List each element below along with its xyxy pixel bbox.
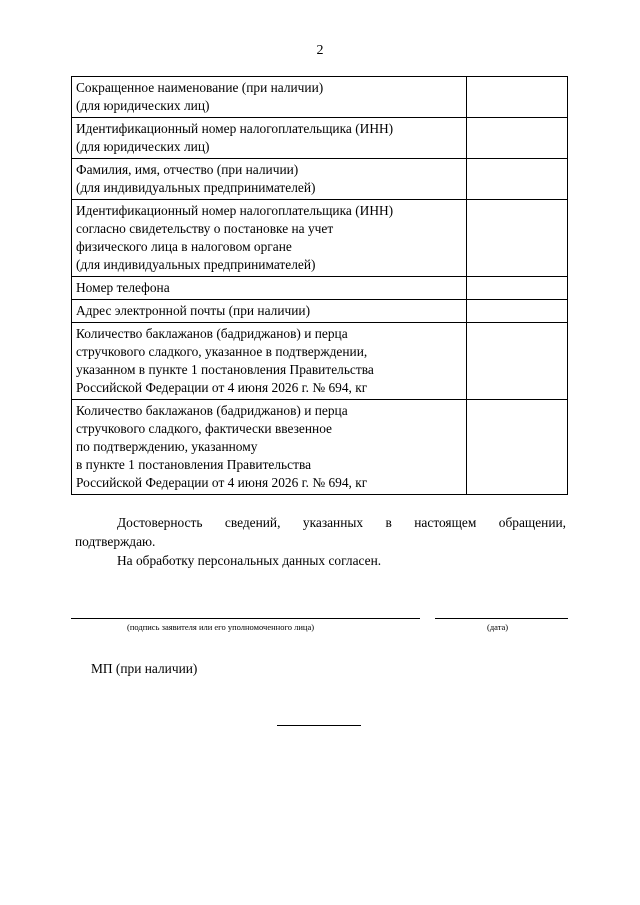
table-row: [72, 200, 568, 277]
row-value-cell: [467, 159, 568, 200]
row-label-line: Сокращенное наименование (при наличии): [76, 80, 324, 95]
row-label-line: по подтверждению, указанному: [76, 439, 258, 454]
applicant-info-table: [71, 76, 568, 495]
row-value-cell: [467, 118, 568, 159]
end-separator-line: [277, 725, 361, 726]
signature-line: [71, 618, 420, 619]
page-number: 2: [316, 43, 324, 58]
statement-block: [75, 513, 566, 570]
row-label: [72, 118, 467, 159]
veracity-statement: Достоверность сведений, указанных в настоящем обращении,: [117, 515, 566, 530]
table-row: [72, 300, 568, 323]
table-row: [72, 159, 568, 200]
stamp-label: МП (при наличии): [91, 661, 198, 676]
row-label-line: стручкового сладкого, фактически ввезенное: [76, 421, 332, 436]
row-label: [72, 400, 467, 495]
row-label-line: согласно свидетельству о постановке на учет: [76, 221, 334, 236]
row-label-line: Российской Федерации от 4 июня 2026 г. № 694, кг: [76, 475, 368, 490]
row-label: [72, 159, 467, 200]
row-label: [72, 323, 467, 400]
row-label: [72, 200, 467, 277]
row-label-line: (для индивидуальных предпринимателей): [76, 180, 316, 195]
date-caption: (дата): [487, 622, 509, 632]
row-label: [72, 300, 467, 323]
row-value-cell: [467, 400, 568, 495]
consent-statement: На обработку персональных данных согласен.: [117, 553, 382, 568]
table-row: [72, 277, 568, 300]
row-value-cell: [467, 277, 568, 300]
signature-caption: (подпись заявителя или его уполномоченного лица): [127, 622, 315, 632]
row-label-line: в пункте 1 постановления Правительства: [76, 457, 312, 472]
row-label-line: Количество баклажанов (бадриджанов) и перца: [76, 326, 348, 341]
row-value-cell: [467, 200, 568, 277]
row-value-cell: [467, 323, 568, 400]
row-label-line: Количество баклажанов (бадриджанов) и перца: [76, 403, 348, 418]
row-label: [72, 277, 467, 300]
row-value-cell: [467, 300, 568, 323]
row-label-line: Номер телефона: [76, 280, 170, 295]
row-label-line: (для индивидуальных предпринимателей): [76, 257, 316, 272]
row-label-line: Идентификационный номер налогоплательщика (ИНН): [76, 121, 394, 136]
table-row: [72, 118, 568, 159]
row-label-line: (для юридических лиц): [76, 98, 210, 113]
row-label-line: (для юридических лиц): [76, 139, 210, 154]
veracity-statement-end: подтверждаю.: [75, 534, 156, 549]
row-label-line: Фамилия, имя, отчество (при наличии): [76, 162, 299, 177]
row-label-line: Адрес электронной почты (при наличии): [76, 303, 311, 318]
table-row: [72, 400, 568, 495]
row-label: [72, 77, 467, 118]
row-value-cell: [467, 77, 568, 118]
row-label-line: Российской Федерации от 4 июня 2026 г. № 694, кг: [76, 380, 368, 395]
row-label-line: стручкового сладкого, указанное в подтверждении,: [76, 344, 368, 359]
date-line: [435, 618, 568, 619]
row-label-line: указанном в пункте 1 постановления Правительства: [76, 362, 374, 377]
row-label-line: Идентификационный номер налогоплательщика (ИНН): [76, 203, 394, 218]
table-row: [72, 323, 568, 400]
table-row: [72, 77, 568, 118]
row-label-line: физического лица в налоговом органе: [76, 239, 292, 254]
